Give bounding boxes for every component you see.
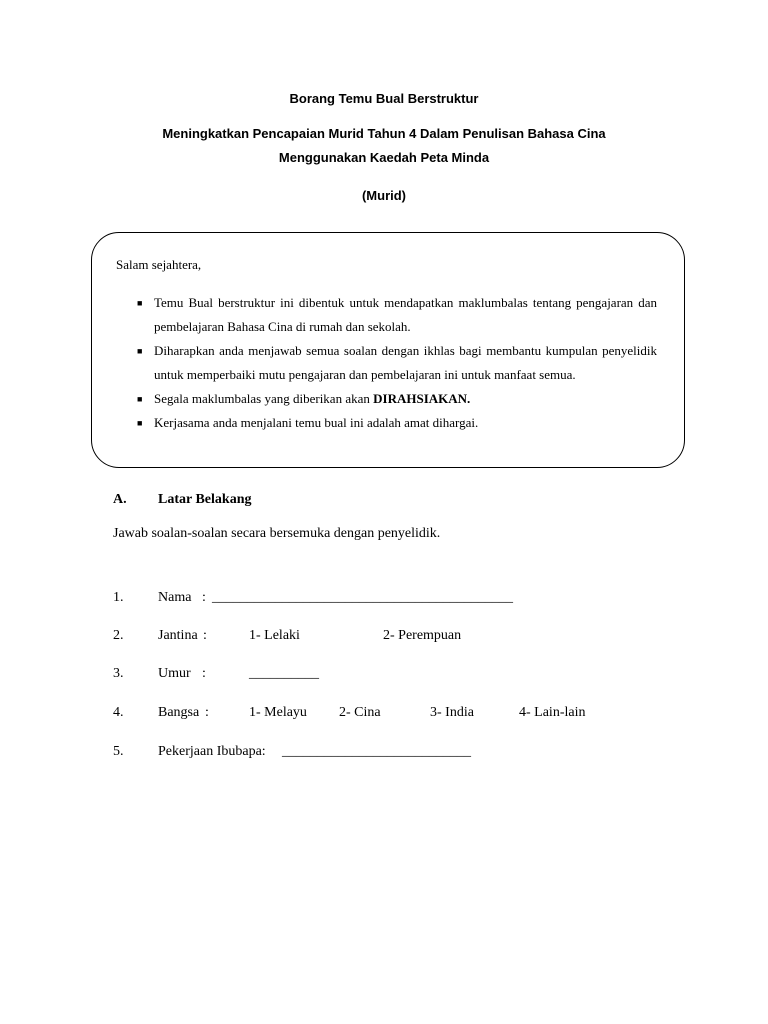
square-bullet-icon: ■: [137, 298, 143, 308]
question-number: 1.: [113, 590, 124, 605]
question-colon: :: [202, 666, 206, 681]
form-subtitle-line1: Meningkatkan Pencapaian Murid Tahun 4 Dalam Penulisan Bahasa Cina: [162, 126, 606, 141]
question-label: Jantina: [158, 628, 198, 643]
square-bullet-icon: ■: [137, 394, 143, 404]
race-option-malay[interactable]: 1- Melayu: [249, 705, 307, 720]
question-label: Umur: [158, 666, 191, 681]
question-label: Pekerjaan Ibubapa:: [158, 744, 266, 759]
notice-greeting: Salam sejahtera,: [116, 257, 202, 272]
square-bullet-icon: ■: [137, 346, 143, 356]
occupation-answer-blank[interactable]: ___________________________: [282, 744, 471, 759]
notice-item-text: Diharapkan anda menjawab semua soalan dengan ikhlas bagi membantu kumpulan penyelidik untuk memperbaiki mutu pengajaran dan pembelajaran ini untuk manfaat semua.: [154, 343, 657, 382]
square-bullet-icon: ■: [137, 418, 143, 428]
notice-list: [137, 291, 657, 435]
question-label: Nama: [158, 590, 192, 605]
question-number: 2.: [113, 628, 124, 643]
gender-option-female[interactable]: 2- Perempuan: [383, 628, 462, 643]
form-audience: (Murid): [361, 188, 407, 203]
form-title: Borang Temu Bual Berstruktur: [289, 91, 479, 106]
race-option-indian[interactable]: 3- India: [430, 705, 474, 720]
notice-item-text: Kerjasama anda menjalani temu bual ini adalah amat dihargai.: [154, 415, 479, 430]
notice-box: [91, 232, 685, 468]
section-instruction: Jawab soalan-soalan secara bersemuka dengan penyelidik.: [113, 526, 441, 541]
question-colon: :: [203, 628, 207, 643]
notice-item-text: Segala maklumbalas yang diberikan akan: [154, 391, 374, 406]
question-number: 3.: [113, 666, 124, 681]
age-answer-blank[interactable]: __________: [249, 666, 319, 681]
name-answer-blank[interactable]: ___________________________________________: [212, 590, 513, 605]
notice-item: [137, 339, 657, 387]
notice-item-text: Temu Bual berstruktur ini dibentuk untuk mendapatkan maklumbalas tentang pengajaran dan pembelajaran Bahasa Cina di rumah dan sekolah.: [154, 295, 657, 334]
question-label: Bangsa: [158, 705, 200, 720]
gender-option-male[interactable]: 1- Lelaki: [249, 628, 300, 643]
question-number: 4.: [113, 705, 124, 720]
question-colon: :: [202, 590, 206, 605]
race-option-others[interactable]: 4- Lain-lain: [519, 705, 586, 720]
notice-item: [137, 387, 657, 411]
notice-item: [137, 291, 657, 339]
notice-item: [137, 411, 657, 435]
section-number: A.: [113, 492, 127, 507]
question-colon: :: [205, 705, 209, 720]
question-number: 5.: [113, 744, 124, 759]
section-title: Latar Belakang: [158, 492, 252, 507]
race-option-chinese[interactable]: 2- Cina: [339, 705, 381, 720]
section-heading: [113, 492, 251, 508]
notice-item-emphasis: DIRAHSIAKAN.: [373, 391, 471, 406]
form-subtitle-line2: Menggunakan Kaedah Peta Minda: [278, 150, 490, 165]
